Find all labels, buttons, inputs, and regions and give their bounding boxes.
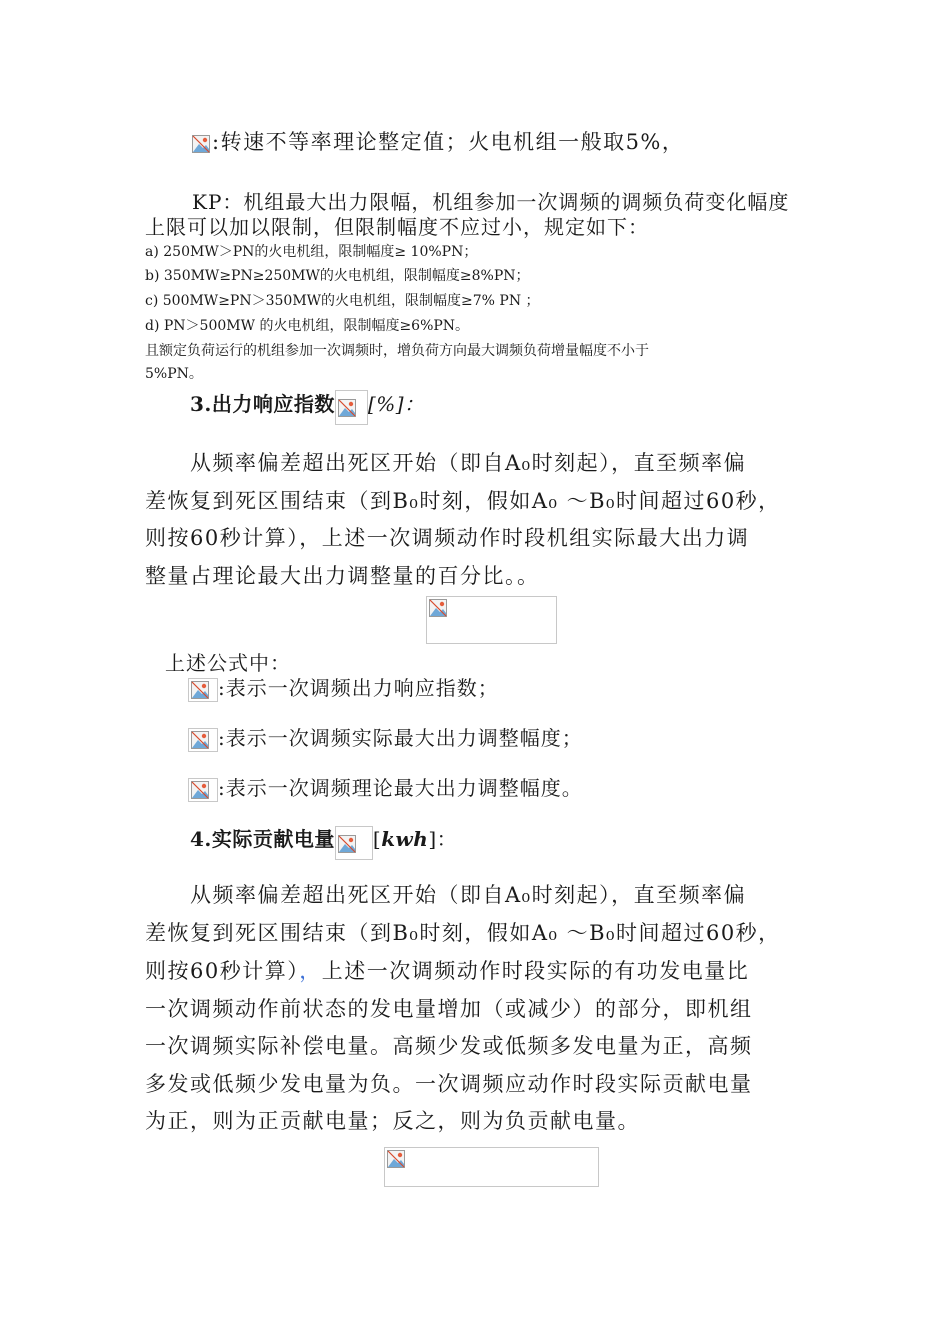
note-line-1: 且额定负荷运行的机组参加一次调频时，增负荷方向最大调频负荷增量幅度不小于 [145,343,649,359]
sec4-para-line: 从频率偏差超出死区开始（即自A₀时刻起），直至频率偏 [190,883,747,907]
formula-image-placeholder [426,596,557,644]
formula-intro: 上述公式中： [165,651,291,675]
definition-line: :表示一次调频出力响应指数； [188,672,499,702]
note-line-2: 5%PN。 [145,366,203,382]
sec4-para-line: 为正，则为正贡献电量；反之，则为负贡献电量。 [145,1109,640,1133]
sec4-para-line: 多发或低频少发电量为负。一次调频应动作时段实际贡献电量 [145,1072,753,1096]
sigma-definition-line: :转速不等率理论整定值；火电机组一般取5%， [190,126,684,156]
section-4-heading: 4.实际贡献电量 [kwh]： [190,823,457,860]
sec3-para-line: 则按60秒计算），上述一次调频动作时段机组实际最大出力调 [145,526,750,550]
broken-image-icon [429,599,447,617]
broken-image-icon [335,826,373,860]
broken-image-icon [387,1150,405,1168]
list-item: d) PN＞500MW 的火电机组，限制幅度≥6%PN。 [145,318,470,334]
sec4-para-line: 一次调频实际补偿电量。高频少发或低频多发电量为正，高频 [145,1034,753,1058]
definition-line: :表示一次调频实际最大出力调整幅度； [188,722,583,752]
broken-image-icon [188,678,218,702]
broken-image-icon [335,390,368,425]
sec3-para-line: 整量占理论最大出力调整量的百分比。。 [145,564,540,588]
formula-image-placeholder [384,1147,599,1187]
definition-line: :表示一次调频理论最大出力调整幅度。 [188,772,583,802]
sec3-para-line: 差恢复到死区围结束（到B₀时刻，假如A₀ ～B₀时间超过60秒， [145,489,781,513]
list-item: b) 350MW≥PN≥250MW的火电机组，限制幅度≥8%PN； [145,268,530,284]
broken-image-icon [188,778,218,802]
kp-line-2: 上限可以加以限制，但限制幅度不应过小，规定如下： [145,215,649,239]
sec3-para-line: 从频率偏差超出死区开始（即自A₀时刻起），直至频率偏 [190,451,747,475]
list-item: a) 250MW＞PN的火电机组，限制幅度≥ 10%PN； [145,244,478,260]
sec4-para-line: 则按60秒计算），上述一次调频动作时段实际的有功发电量比 [145,959,750,983]
sec4-para-line: 差恢复到死区围结束（到B₀时刻，假如A₀ ～B₀时间超过60秒， [145,921,781,945]
list-item: c) 500MW≥PN＞350MW的火电机组，限制幅度≥7% PN ； [145,293,540,309]
sec4-para-line: 一次调频动作前状态的发电量增加（或减少）的部分，即机组 [145,997,753,1021]
section-3-heading: 3.出力响应指数 [%]： [190,388,425,425]
kp-line-1: KP：机组最大出力限幅，机组参加一次调频的调频负荷变化幅度 [192,190,790,214]
broken-image-icon [190,133,212,155]
broken-image-icon [188,728,218,752]
